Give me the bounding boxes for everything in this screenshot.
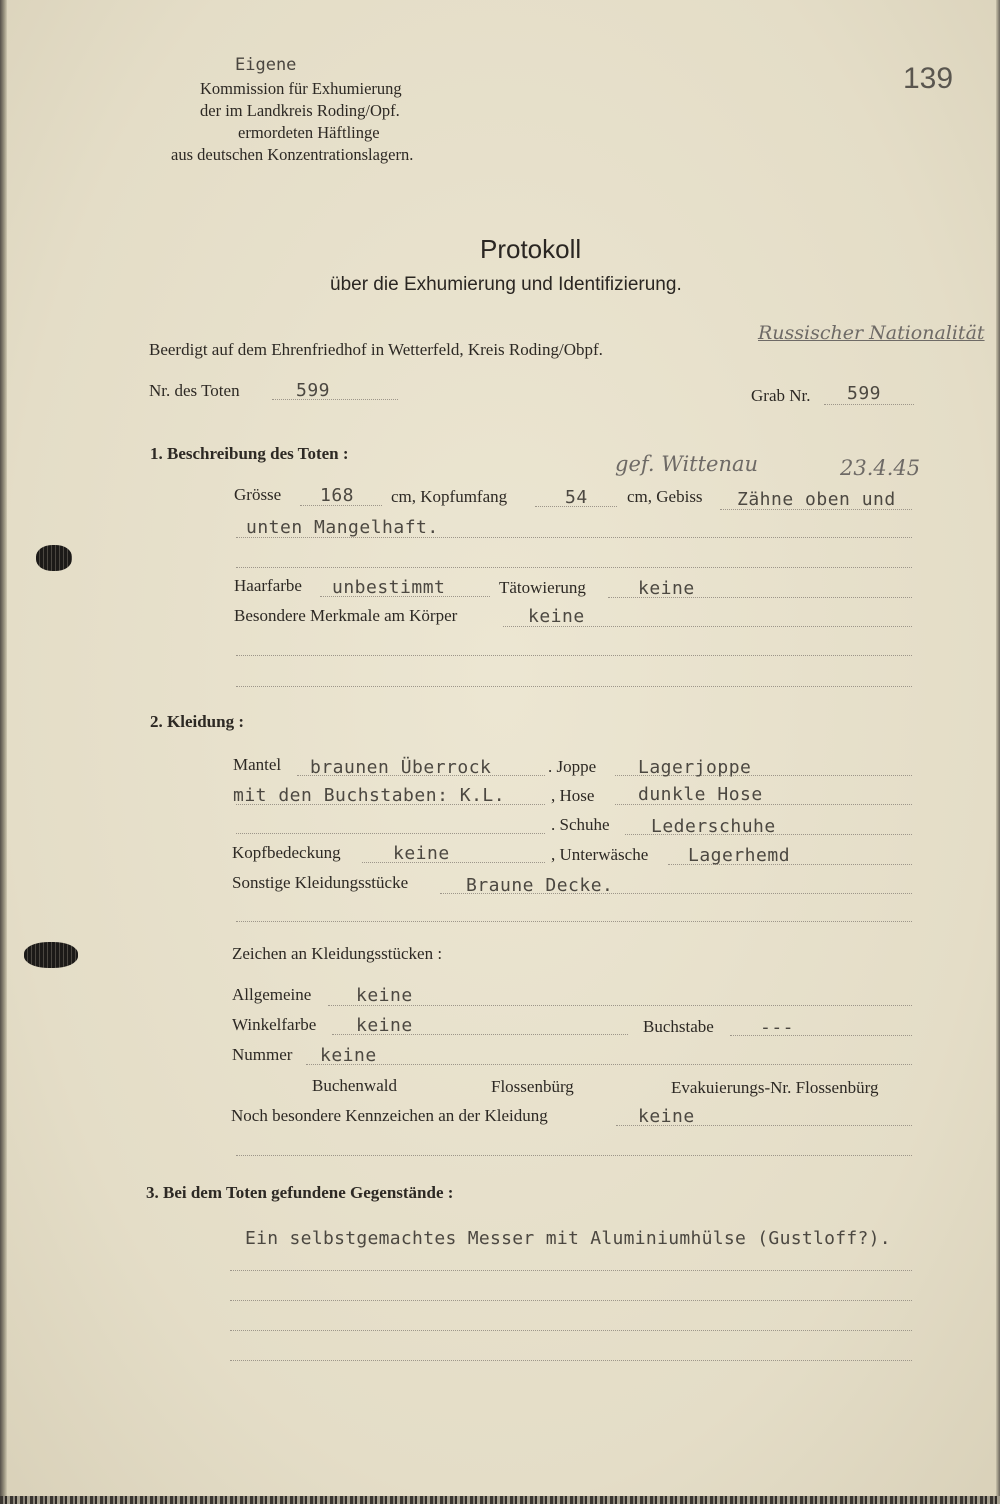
underwear-label: , Unterwäsche [551,845,649,864]
punch-hole-top [36,545,72,571]
found-note: gef. Wittenau [615,452,759,476]
marks-value: keine [528,606,585,627]
teeth-label: cm, Gebiss [627,487,703,506]
underwear-value: Lagerhemd [688,845,791,866]
found-date: 23.4.45 [840,456,921,480]
header-line-eigene: Eigene [235,55,297,75]
height-value: 168 [320,485,355,506]
angle-color-label: Winkelfarbe [232,1015,317,1034]
shoes-value: Lederschuhe [651,816,776,837]
teeth-value-1: Zähne oben und [737,489,896,510]
blank-line-5 [236,921,912,922]
other-clothing-value: Braune Decke. [466,875,614,896]
camp-buchenwald: Buchenwald [312,1076,397,1095]
jacket-label: . Joppe [548,757,597,776]
found-items-value: Ein selbstgemachtes Messer mit Aluminiumhülse (Gustloff?). [245,1228,891,1249]
number-label: Nummer [232,1045,293,1064]
number-value: keine [320,1045,377,1066]
general-marks-line [328,1005,912,1006]
header-line-district: der im Landkreis Roding/Opf. [200,101,400,120]
trousers-label: , Hose [551,786,595,805]
dead-number-label: Nr. des Toten [149,381,240,400]
page-title: Protokoll [480,234,582,264]
page-right-edge [996,0,1000,1504]
tattoo-value: keine [638,578,695,599]
blank-line-4 [236,833,545,834]
letter-label: Buchstabe [643,1017,714,1036]
hair-label: Haarfarbe [234,576,302,595]
grave-number-line [824,404,914,405]
burial-label: Beerdigt auf dem Ehrenfriedhof in Wetterfeld, Kreis Roding/Obpf. [149,340,603,359]
section3-heading: 3. Bei dem Toten gefundene Gegenstände : [146,1183,454,1202]
dead-number-line [272,399,398,400]
number-line [306,1064,912,1065]
trousers-value: dunkle Hose [638,784,763,805]
special-marks-label: Noch besondere Kennzeichen an der Kleidung [231,1106,548,1125]
general-marks-label: Allgemeine [232,985,312,1004]
headwear-line [362,862,545,863]
shoes-label: . Schuhe [551,815,610,834]
section1-heading: 1. Beschreibung des Toten : [150,444,349,463]
page-left-edge [0,0,7,1504]
grave-number-label: Grab Nr. [751,386,811,405]
items-line-4 [230,1360,912,1361]
header-line-commission: Kommission für Exhumierung [200,79,402,98]
letter-line [730,1035,912,1036]
height-label: Grösse [234,485,282,504]
headwear-label: Kopfbedeckung [232,843,341,862]
page-subtitle: über die Exhumierung und Identifizierung. [330,274,682,295]
coat-value-1: braunen Überrock [310,757,492,778]
header-line-prisoners: ermordeten Häftlinge [238,123,380,142]
head-value: 54 [565,487,588,508]
items-line-2 [230,1300,912,1301]
teeth-value-2: unten Mangelhaft. [246,517,439,538]
blank-line-6 [236,1155,912,1156]
head-label: cm, Kopfumfang [391,487,508,506]
camp-flossenburg: Flossenbürg [491,1077,574,1096]
marks-label: Besondere Merkmale am Körper [234,606,458,625]
header-line-camps: aus deutschen Konzentrationslagern. [171,145,414,164]
grave-number-value: 599 [847,383,882,404]
nationality-annotation: Russischer Nationalität [758,322,985,344]
items-line-3 [230,1330,912,1331]
jacket-value: Lagerjoppe [638,757,752,778]
items-line-1 [230,1270,912,1271]
blank-line-2 [236,655,912,656]
page-bottom-edge [0,1496,1000,1504]
angle-color-value: keine [356,1015,413,1036]
hair-value: unbestimmt [332,577,446,598]
letter-value: --- [760,1017,795,1038]
coat-value-2: mit den Buchstaben: K.L. [233,785,506,806]
clothing-marks-heading: Zeichen an Kleidungsstücken : [232,944,443,963]
general-marks-value: keine [356,985,413,1006]
blank-line-3 [236,686,912,687]
tattoo-label: Tätowierung [499,578,586,597]
blank-line-1 [236,567,912,568]
coat-label: Mantel [233,755,282,774]
punch-hole-bottom [24,942,78,968]
dead-number-value: 599 [296,380,331,401]
other-clothing-label: Sonstige Kleidungsstücke [232,873,409,892]
page-number: 139 [903,62,954,95]
headwear-value: keine [393,843,450,864]
section2-heading: 2. Kleidung : [150,712,244,731]
evacuation-number-label: Evakuierungs-Nr. Flossenbürg [671,1078,879,1097]
special-marks-value: keine [638,1106,695,1127]
